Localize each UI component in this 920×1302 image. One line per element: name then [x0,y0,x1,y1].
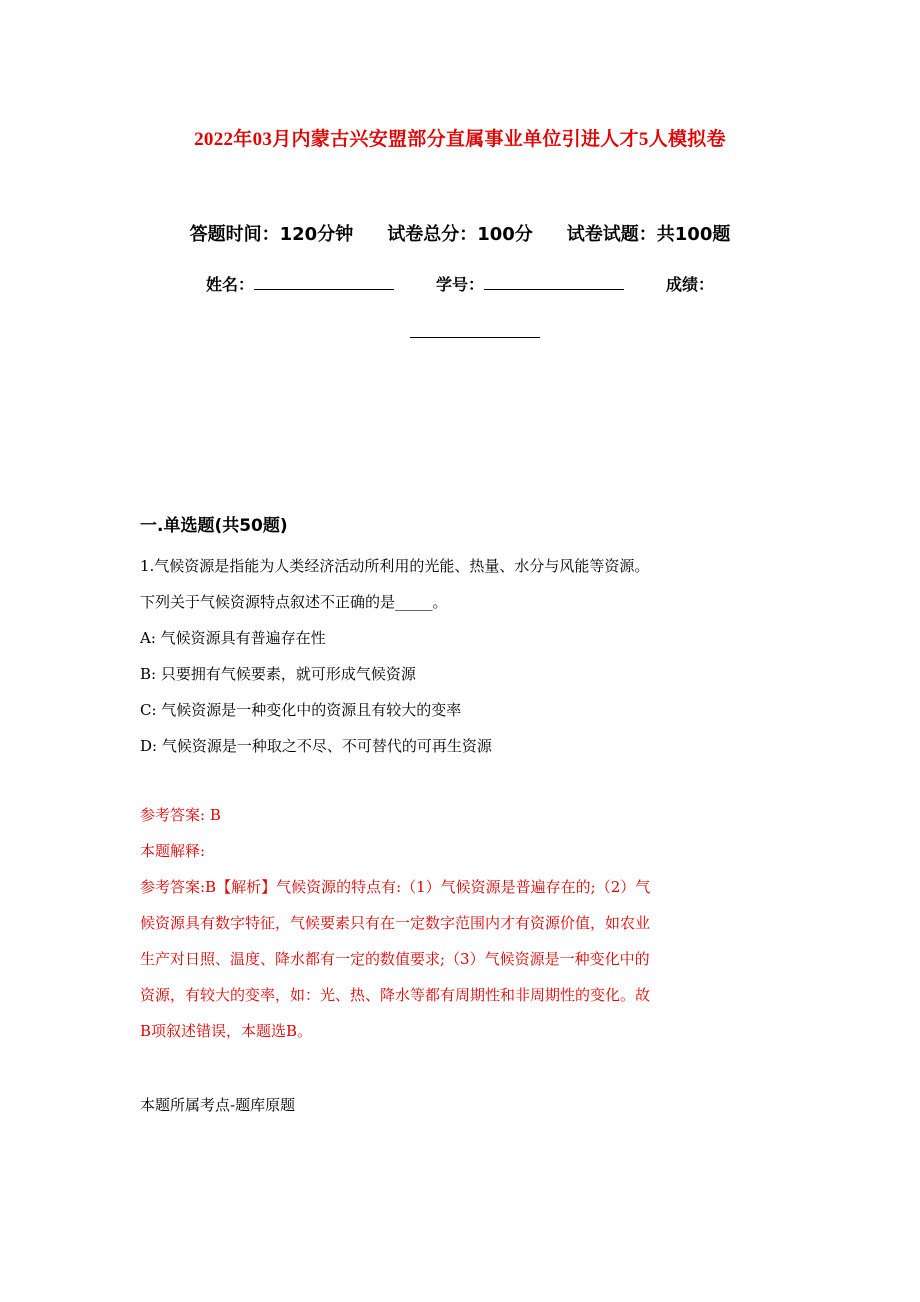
question-line-1: 1.气候资源是指能为人类经济活动所利用的光能、热量、水分与风能等资源。 [140,557,650,575]
option-a: A: 气候资源具有普遍存在性 [140,629,326,647]
section-title: 一.单选题(共50题) [140,516,288,536]
explain-line-4: 资源，有较大的变率，如：光、热、降水等都有周期性和非周期性的变化。故 [140,986,651,1004]
knowledge-point: 本题所属考点-题库原题 [140,1096,296,1114]
question-line-2: 下列关于气候资源特点叙述不正确的是_____。 [140,593,448,611]
name-blank[interactable] [254,275,394,290]
option-d: D: 气候资源是一种取之不尽、不可替代的可再生资源 [140,737,492,755]
explain-label: 本题解释: [140,842,206,860]
id-label: 学号： [435,275,484,294]
id-blank[interactable] [484,275,624,290]
explain-line-2: 候资源具有数字特征，气候要素只有在一定数字范围内才有资源价值，如农业 [140,914,651,932]
student-info [0,272,920,295]
exam-time: 答题时间：120分钟 [189,224,354,245]
exam-meta [0,220,920,246]
name-label: 姓名： [205,275,254,294]
explain-line-5: B项叙述错误，本题选B。 [140,1022,313,1040]
score-blank[interactable] [410,323,540,338]
option-c: C: 气候资源是一种变化中的资源且有较大的变率 [140,701,462,719]
exam-total-questions: 试卷试题：共100题 [566,224,731,245]
option-b: B: 只要拥有气候要素，就可形成气候资源 [140,665,416,683]
question-block [140,548,780,764]
score-label: 成绩： [666,275,715,294]
explain-line-3: 生产对日照、温度、降水都有一定的数值要求;（3）气候资源是一种变化中的 [140,950,650,968]
exam-total-score: 试卷总分：100分 [387,224,533,245]
explain-line-1: 参考答案:B【解析】气候资源的特点有:（1）气候资源是普遍存在的;（2）气 [140,878,651,896]
reference-answer: 参考答案: B [140,806,221,824]
exam-title: 2022年03月内蒙古兴安盟部分直属事业单位引进人才5人模拟卷 [194,129,726,150]
answer-block [140,797,780,1049]
